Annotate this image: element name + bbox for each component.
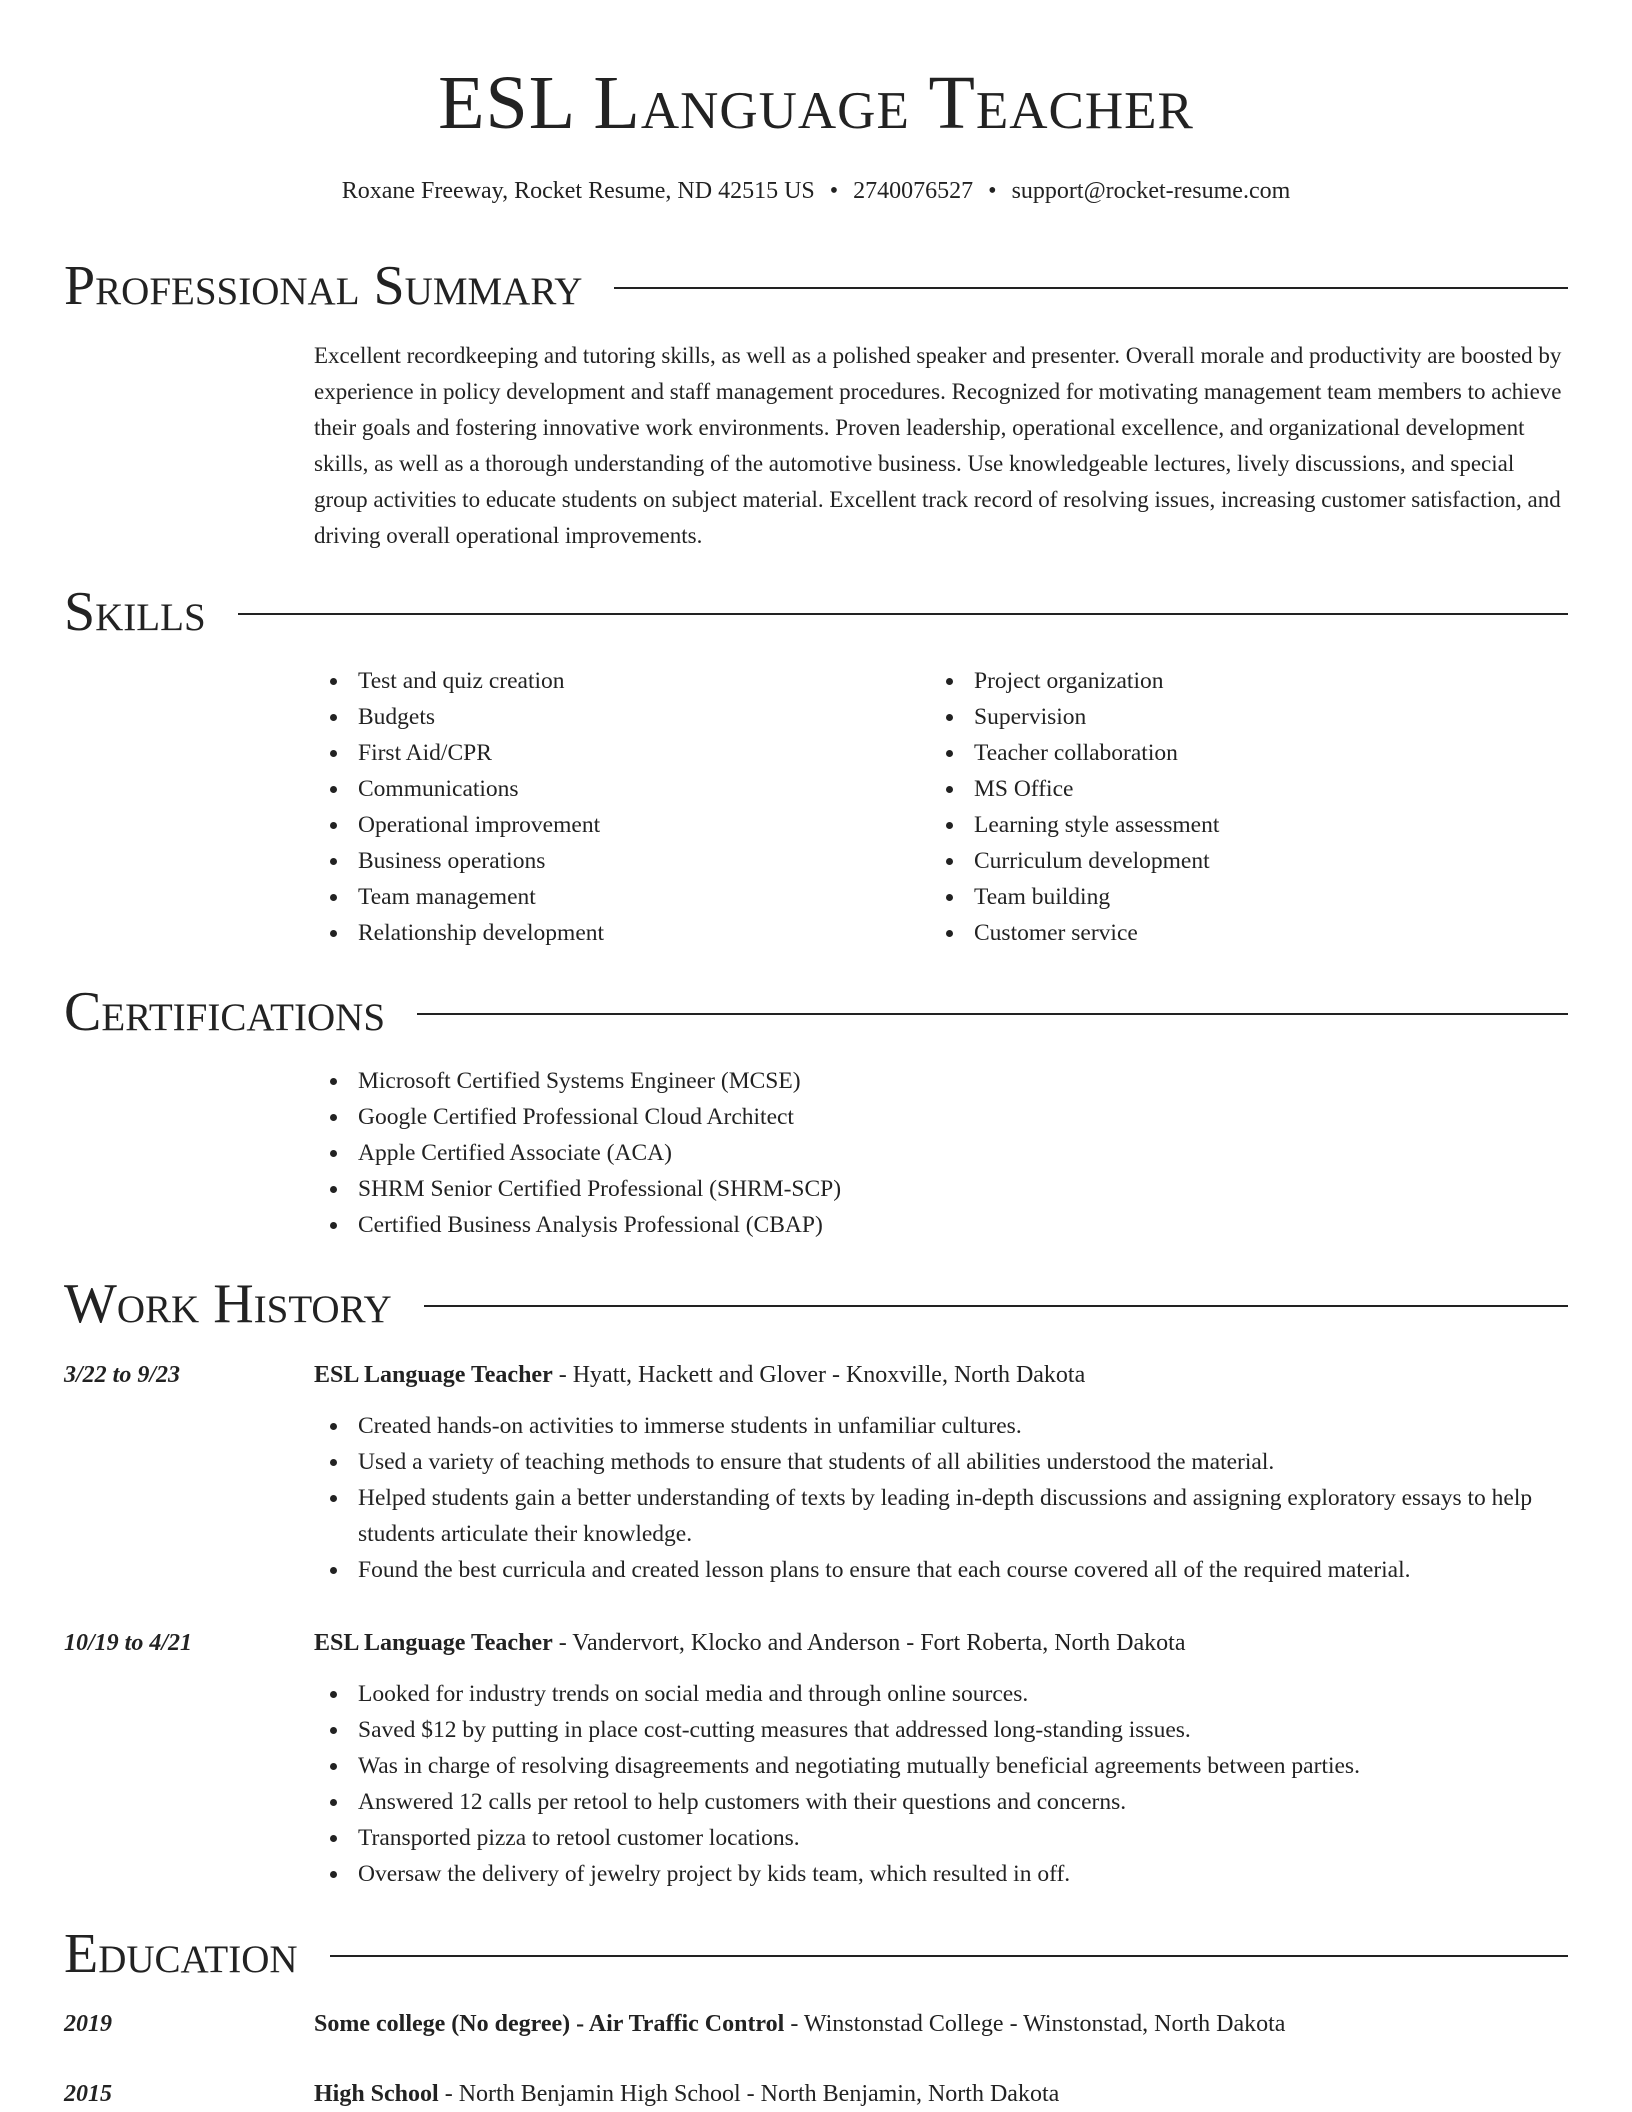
job-bullet: Created hands-on activities to immerse students in unfamiliar cultures.: [314, 1408, 1570, 1444]
section-header-work-history: [64, 1272, 1568, 1336]
section-title-summary: Professional Summary: [64, 254, 614, 318]
education-year: 2019: [64, 2011, 112, 2037]
skill-item: Communications: [314, 771, 914, 807]
job-bullet: Was in charge of resolving disagreements and negotiating mutually beneficial agreements between parties.: [314, 1748, 1570, 1784]
job-bullet: Transported pizza to retool customer locations.: [314, 1820, 1570, 1856]
job-bullets: [314, 1676, 1570, 1892]
section-title-education: Education: [64, 1922, 330, 1986]
job-heading: [314, 1625, 1186, 1661]
resume-title: ESL Language Teacher: [438, 61, 1194, 145]
job-bullets: [314, 1408, 1570, 1588]
contact-separator: •: [829, 178, 839, 204]
education-school-location: - Winstonstad College - Winstonstad, North Dakota: [784, 2011, 1286, 2037]
skill-item: Relationship development: [314, 915, 914, 951]
contact-phone: 2740076527: [853, 178, 974, 204]
contact-email: support@rocket-resume.com: [1011, 178, 1291, 204]
skill-item: Learning style assessment: [930, 807, 1530, 843]
section-header-education: [64, 1922, 1568, 1986]
job-bullet: Answered 12 calls per retool to help customers with their questions and concerns.: [314, 1784, 1570, 1820]
education-year: 2015: [64, 2081, 112, 2107]
education-entry: [314, 2006, 1285, 2042]
section-title-skills: Skills: [64, 580, 238, 644]
skill-item: Test and quiz creation: [314, 663, 914, 699]
skill-item: Project organization: [930, 663, 1530, 699]
job-bullet: Saved $12 by putting in place cost-cutting measures that addressed long-standing issues.: [314, 1712, 1570, 1748]
job-bullet: Looked for industry trends on social media and through online sources.: [314, 1676, 1570, 1712]
skill-item: Business operations: [314, 843, 914, 879]
job-employer-location: - Hyatt, Hackett and Glover - Knoxville, North Dakota: [552, 1362, 1086, 1388]
certifications-list: [314, 1063, 1570, 1243]
job-bullet: Oversaw the delivery of jewelry project by kids team, which resulted in off.: [314, 1856, 1570, 1892]
contact-line: [0, 175, 1632, 207]
job-title: ESL Language Teacher: [314, 1630, 553, 1656]
job-bullet: Helped students gain a better understanding of texts by leading in-depth discussions and assigning exploratory essays to help students articulate their knowledge.: [314, 1480, 1570, 1552]
skill-item: MS Office: [930, 771, 1530, 807]
contact-separator: •: [988, 178, 997, 204]
skills-list-right: [930, 663, 1530, 951]
education-degree: Some college (No degree) - Air Traffic Control: [314, 2011, 785, 2037]
certification-item: SHRM Senior Certified Professional (SHRM-SCP): [314, 1171, 1570, 1207]
skill-item: Operational improvement: [314, 807, 914, 843]
job-dates: 10/19 to 4/21: [64, 1630, 193, 1656]
education-degree: High School: [314, 2081, 439, 2107]
skill-item: Teacher collaboration: [930, 735, 1530, 771]
job-dates: 3/22 to 9/23: [64, 1362, 181, 1388]
job-bullet: Used a variety of teaching methods to ensure that students of all abilities understood the material.: [314, 1444, 1570, 1480]
education-school-location: - North Benjamin High School - North Benjamin, North Dakota: [438, 2081, 1060, 2107]
certification-item: Certified Business Analysis Professional (CBAP): [314, 1207, 1570, 1243]
section-title-certifications: Certifications: [64, 980, 417, 1044]
skill-item: Curriculum development: [930, 843, 1530, 879]
section-header-certifications: [64, 980, 1568, 1044]
job-bullet: Found the best curricula and created lesson plans to ensure that each course covered all of the required material.: [314, 1552, 1570, 1588]
section-title-work-history: Work History: [64, 1272, 424, 1336]
job-title: ESL Language Teacher: [314, 1362, 553, 1388]
skill-item: Team management: [314, 879, 914, 915]
section-header-skills: [64, 580, 1568, 644]
contact-address: Roxane Freeway, Rocket Resume, ND 42515 US: [341, 178, 815, 204]
job-employer-location: - Vandervort, Klocko and Anderson - Fort Roberta, North Dakota: [552, 1630, 1186, 1656]
skill-item: Budgets: [314, 699, 914, 735]
skill-item: Supervision: [930, 699, 1530, 735]
section-divider: [64, 613, 1568, 615]
section-header-summary: [64, 254, 1568, 318]
summary-text: Excellent recordkeeping and tutoring skills, as well as a polished speaker and presenter. Overall morale and productivity are boosted by experience in policy development and staff management procedures. Recognized for motivating management team members to achieve their goals and fostering innovative work environments. Proven leadership, operational excellence, and organizational development skills, as well as a thorough understanding of the automotive business. Use knowledgeable lectures, lively discussions, and special group activities to educate students on subject material. Excellent track record of resolving issues, increasing customer satisfaction, and driving overall operational improvements.: [314, 343, 1562, 548]
skill-item: Team building: [930, 879, 1530, 915]
skills-list-left: [314, 663, 914, 951]
skill-item: Customer service: [930, 915, 1530, 951]
certification-item: Apple Certified Associate (ACA): [314, 1135, 1570, 1171]
skill-item: First Aid/CPR: [314, 735, 914, 771]
education-entry: [314, 2076, 1059, 2112]
certification-item: Microsoft Certified Systems Engineer (MCSE): [314, 1063, 1570, 1099]
job-heading: [314, 1357, 1085, 1393]
certification-item: Google Certified Professional Cloud Architect: [314, 1099, 1570, 1135]
